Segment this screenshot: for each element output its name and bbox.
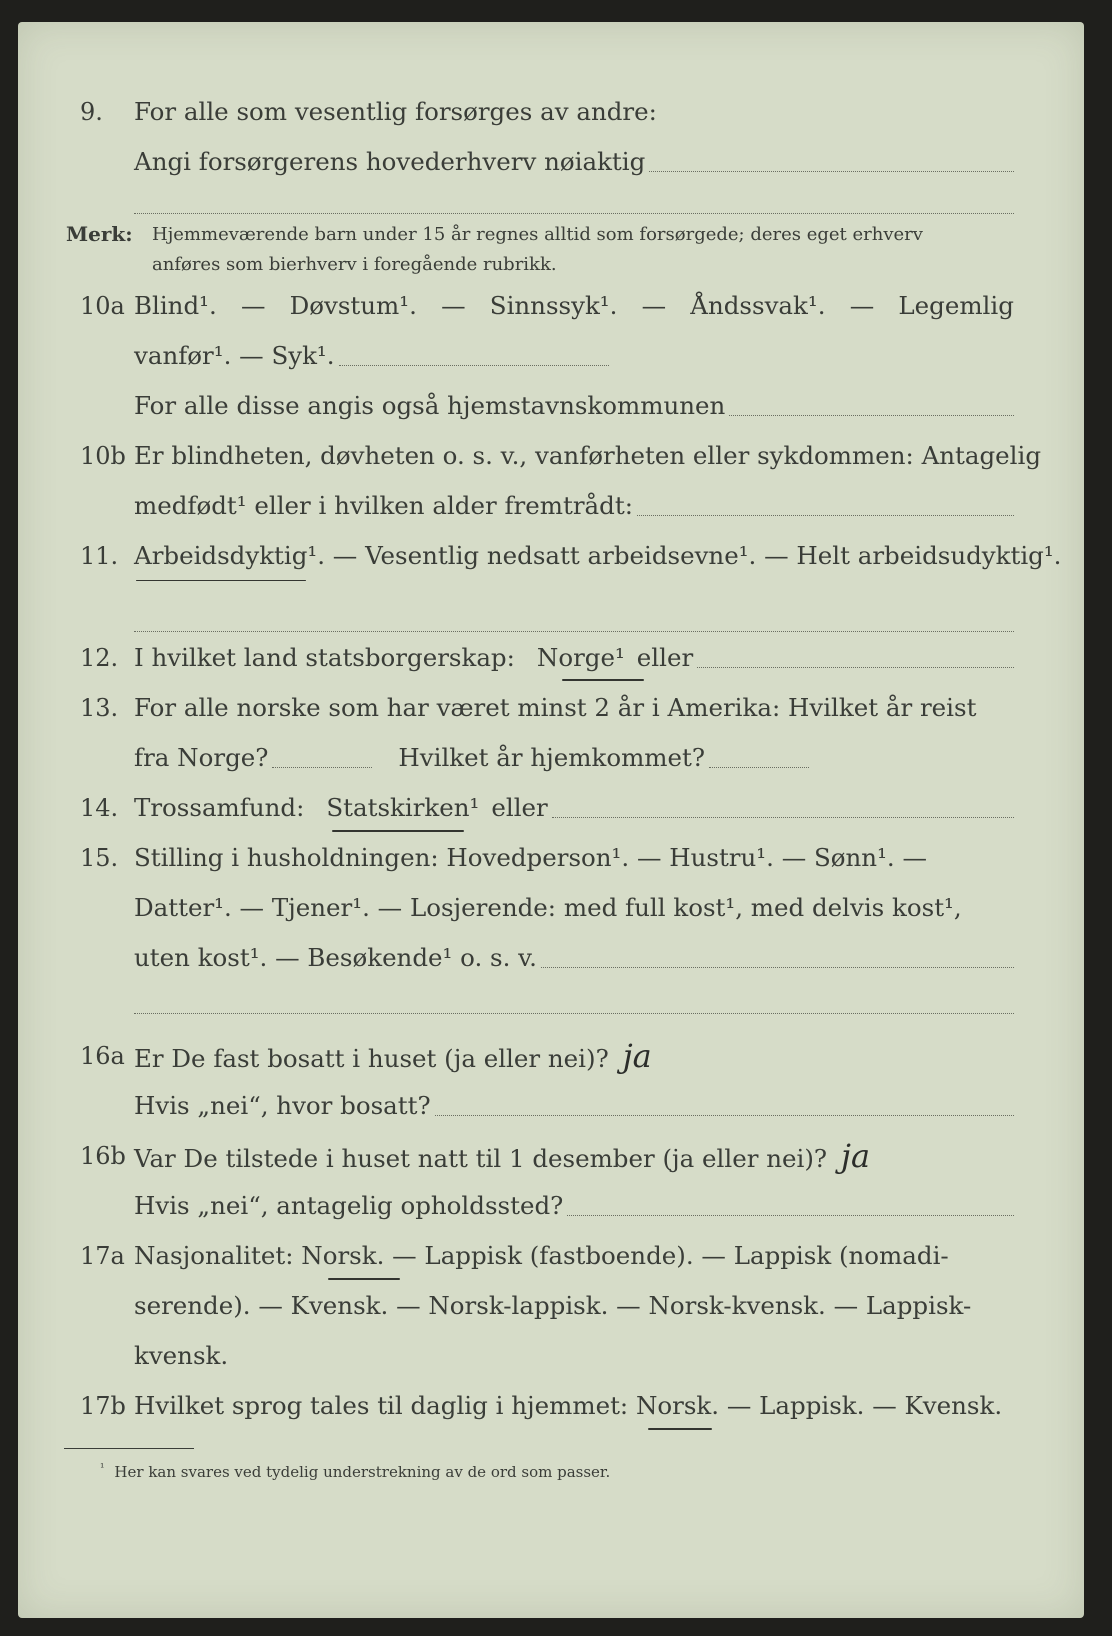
question-text: kvensk. bbox=[134, 1341, 229, 1370]
separator: — bbox=[849, 291, 875, 320]
question-number: 10b bbox=[80, 442, 126, 470]
question-text: Er De fast bosatt i huset (ja eller nei)? bbox=[134, 1044, 609, 1073]
answer-field[interactable] bbox=[552, 816, 1014, 818]
question-number: 17a bbox=[80, 1242, 125, 1270]
option-dovstum: Døvstum¹. bbox=[289, 291, 417, 320]
question-number: 10a bbox=[80, 292, 125, 320]
question-text: Er blindheten, døvheten o. s. v., vanførheten eller sykdommen: Antagelig bbox=[134, 441, 1042, 470]
question-15-line-3 bbox=[18, 936, 1084, 980]
question-text: Nasjonalitet: Norsk. — Lappisk (fastboende). — Lappisk (nomadi- bbox=[134, 1241, 949, 1270]
question-text: For alle som vesentlig forsørges av andre: bbox=[134, 97, 657, 126]
handwritten-answer: ja bbox=[622, 1037, 652, 1075]
question-text: serende). — Kvensk. — Norsk-lappisk. — Norsk-kvensk. — Lappisk- bbox=[134, 1291, 972, 1320]
question-10b bbox=[18, 434, 1084, 478]
question-15 bbox=[18, 836, 1084, 880]
question-14 bbox=[18, 786, 1084, 830]
question-17a-line-3 bbox=[18, 1334, 1084, 1378]
question-17a bbox=[18, 1234, 1084, 1278]
question-text: medfødt¹ eller i hvilken alder fremtrådt: bbox=[134, 491, 633, 520]
question-10a bbox=[18, 284, 1084, 328]
question-12 bbox=[18, 636, 1084, 680]
option-norge: Norge¹ bbox=[536, 643, 625, 672]
footnote-rule bbox=[64, 1448, 194, 1449]
answer-field[interactable] bbox=[729, 414, 1014, 416]
underline-mark bbox=[648, 1428, 712, 1430]
answer-field[interactable] bbox=[567, 1214, 1014, 1216]
question-number: 16a bbox=[80, 1042, 125, 1070]
question-number: 15. bbox=[80, 844, 119, 872]
answer-field[interactable] bbox=[637, 514, 1014, 516]
question-number: 17b bbox=[80, 1392, 126, 1420]
question-number: 16b bbox=[80, 1142, 126, 1170]
option-statskirken: Statskirken¹ bbox=[326, 793, 480, 822]
question-text: I hvilket land statsborgerskap: bbox=[134, 643, 515, 672]
question-16b-line-2 bbox=[18, 1184, 1084, 1228]
option-legemlig: Legemlig bbox=[898, 291, 1014, 320]
question-text: Angi forsørgerens hovederhverv nøiaktig bbox=[134, 147, 646, 176]
answer-line[interactable] bbox=[134, 212, 1014, 214]
question-number: 14. bbox=[80, 794, 119, 822]
question-text: For alle disse angis også hjemstavnskommunen bbox=[134, 391, 726, 420]
answer-line[interactable] bbox=[134, 1012, 1014, 1014]
option-blind: Blind¹. bbox=[134, 291, 217, 320]
answer-field[interactable] bbox=[339, 364, 609, 366]
question-text: Hvis „nei“, antagelig opholdssted? bbox=[134, 1191, 564, 1220]
note-label: Merk: bbox=[66, 222, 133, 246]
question-number: 9. bbox=[80, 98, 103, 126]
underline-mark bbox=[136, 580, 306, 581]
question-text: vanfør¹. — Syk¹. bbox=[134, 341, 335, 370]
question-number: 11. bbox=[80, 542, 119, 570]
question-10a-line-3 bbox=[18, 384, 1084, 428]
footnote bbox=[100, 1456, 610, 1484]
census-form-page bbox=[18, 22, 1084, 1618]
underline-mark bbox=[328, 1278, 400, 1280]
answer-field[interactable] bbox=[709, 766, 809, 768]
separator: — bbox=[441, 291, 466, 320]
question-text: eller bbox=[491, 793, 548, 822]
question-text: For alle norske som har været minst 2 år i Amerika: Hvilket år reist bbox=[134, 693, 977, 722]
question-text: Stilling i husholdningen: Hovedperson¹. — Hustru¹. — Sønn¹. — bbox=[134, 843, 927, 872]
question-9-line-2 bbox=[18, 140, 1084, 184]
question-number: 12. bbox=[80, 644, 119, 672]
answer-field[interactable] bbox=[435, 1114, 1014, 1116]
question-10b-line-2 bbox=[18, 484, 1084, 528]
question-15-line-2 bbox=[18, 886, 1084, 930]
option-sinnssyk: Sinnssyk¹. bbox=[489, 291, 618, 320]
answer-line[interactable] bbox=[134, 630, 1014, 632]
question-text: Var De tilstede i huset natt til 1 desember (ja eller nei)? bbox=[134, 1144, 828, 1173]
question-16b bbox=[18, 1134, 1084, 1178]
footnote-text: Her kan svares ved tydelig understrekning av de ord som passer. bbox=[114, 1463, 611, 1481]
question-text: eller bbox=[636, 643, 694, 672]
question-number: 13. bbox=[80, 694, 119, 722]
question-text: fra Norge? bbox=[134, 743, 269, 772]
answer-field[interactable] bbox=[272, 766, 372, 768]
separator: — bbox=[641, 291, 667, 320]
question-9 bbox=[18, 90, 1084, 134]
underline-mark bbox=[332, 830, 464, 832]
note-text: anføres som bierhverv i foregående rubrikk. bbox=[152, 254, 557, 275]
question-10a-line-2 bbox=[18, 334, 1084, 378]
question-text: Hvilket år hjemkommet? bbox=[398, 743, 706, 772]
answer-field[interactable] bbox=[649, 170, 1014, 172]
question-16a bbox=[18, 1034, 1084, 1078]
question-text: Hvilket sprog tales til daglig i hjemmet: Norsk. — Lappisk. — Kvensk. bbox=[134, 1391, 1003, 1420]
footnote-mark: ¹ bbox=[100, 1461, 105, 1474]
question-text: Datter¹. — Tjener¹. — Losjerende: med full kost¹, med delvis kost¹, bbox=[134, 893, 962, 922]
handwritten-answer: ja bbox=[841, 1137, 871, 1175]
question-text: Hvis „nei“, hvor bosatt? bbox=[134, 1091, 431, 1120]
answer-field[interactable] bbox=[697, 666, 1014, 668]
separator: — bbox=[240, 291, 266, 320]
note-text: Hjemmeværende barn under 15 år regnes alltid som forsørgede; deres eget erhverv bbox=[152, 224, 923, 245]
question-text: uten kost¹. — Besøkende¹ o. s. v. bbox=[134, 943, 537, 972]
answer-field[interactable] bbox=[541, 966, 1014, 968]
question-text: Arbeidsdyktig¹. — Vesentlig nedsatt arbeidsevne¹. — Helt arbeidsudyktig¹. bbox=[134, 541, 1062, 570]
question-17a-line-2 bbox=[18, 1284, 1084, 1328]
option-andssvak: Åndssvak¹. bbox=[690, 291, 826, 320]
question-13-line-2 bbox=[18, 736, 1084, 780]
question-17b bbox=[18, 1384, 1084, 1428]
question-16a-line-2 bbox=[18, 1084, 1084, 1128]
question-text: Trossamfund: bbox=[134, 793, 305, 822]
question-11 bbox=[18, 534, 1084, 578]
underline-mark bbox=[562, 679, 644, 681]
question-13 bbox=[18, 686, 1084, 730]
